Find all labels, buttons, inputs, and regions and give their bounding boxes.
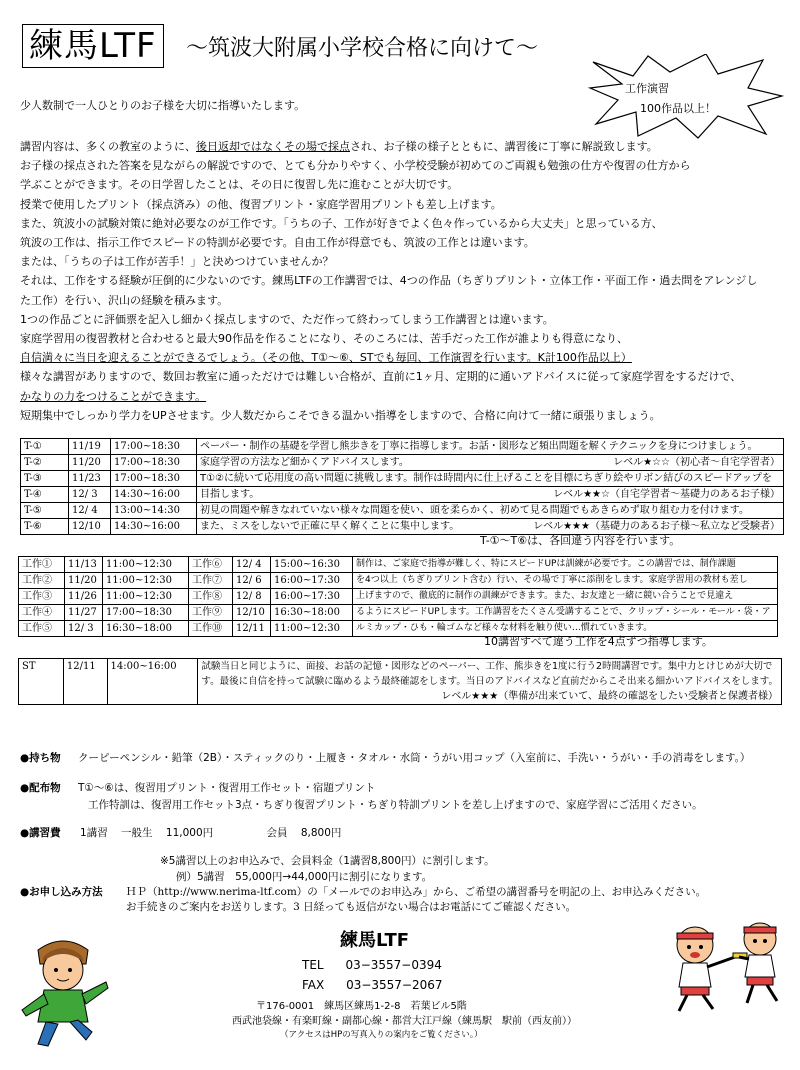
body-underlined: 後日返却ではなくその場で採点: [196, 140, 350, 153]
fax-row: [302, 978, 443, 992]
course-desc: [197, 455, 784, 471]
body-line: た工作）を行い、沢山の経験を積みます。: [20, 293, 229, 307]
course-desc: T①②に続いて応用度の高い問題に挑戦します。制作は時間内に仕上げることを目標にちぎり絵やリボン結びのスピードアップを: [197, 471, 784, 487]
fee-general-label: 一般生: [121, 827, 153, 839]
course-level: レベル★★☆（自宅学習者〜基礎力のあるお子様）: [553, 489, 780, 500]
course-code: 工作②: [19, 573, 65, 589]
table-row: [19, 589, 778, 605]
course-code: 工作⑦: [189, 573, 233, 589]
course-desc-text: 家庭学習の方法など細かくアドバイスします。: [200, 457, 409, 468]
course-desc: を4つ以上（ちぎりプリント含む）行い、その場で丁寧に添削をします。家庭学習用の教材も差し: [353, 573, 778, 589]
relay-runners-illustration: [655, 915, 790, 1015]
table-row: [21, 455, 784, 471]
address: 〒176-0001 練馬区練馬1-2-8 若葉ビル5階: [256, 1001, 467, 1012]
dist-label: ●配布物: [20, 782, 61, 794]
course-date: 12/ 3: [69, 487, 111, 503]
fax-label: FAX: [302, 978, 325, 992]
body-line: 自信満々に当日を迎えることができるでしょう。（その他、T①〜⑥、STでも毎回、工作演習を行います。K計100作品以上）: [20, 351, 632, 365]
burst-line2: 100作品以上！: [640, 102, 716, 115]
course-time: 16:00~17:30: [271, 589, 353, 605]
course-code: 工作⑨: [189, 605, 233, 621]
bring-items: [20, 750, 750, 767]
fee-unit: 1講習: [80, 827, 108, 839]
burst-line1: 工作演習: [625, 82, 669, 95]
course-code: ST: [19, 659, 64, 705]
course-code: 工作③: [19, 589, 65, 605]
access: 西武池袋線・有楽町線・副都心線・都営大江戸線（練馬駅 駅前（西友前））: [232, 1016, 577, 1027]
apply-text2: お手続きのご案内をお送りします。3 日経っても返信がない場合はお電話にてご確認ください。: [126, 901, 577, 913]
body-line: 授業で使用したプリント（採点済み）の他、復習プリント・家庭学習用プリントも差し上げます。: [20, 197, 502, 211]
course-code: 工作⑤: [19, 621, 65, 637]
course-time: 13:00~14:30: [111, 503, 197, 519]
course-code: T-①: [21, 439, 69, 455]
course-time: 15:00~16:30: [271, 557, 353, 573]
body-text: され、お子様の様子とともに、講習後に丁寧に解説致します。: [350, 140, 658, 153]
course-date: 12/ 4: [233, 557, 271, 573]
st-schedule-table: [18, 658, 782, 705]
t-schedule-table: [20, 438, 784, 535]
course-time: 14:00~16:00: [107, 659, 198, 705]
course-time: 11:00~12:30: [103, 557, 189, 573]
course-date: 12/10: [233, 605, 271, 621]
course-level: レベル★★★（基礎力のあるお子様〜私立など受験者）: [533, 521, 780, 532]
table-row: [21, 487, 784, 503]
course-desc: す。最後に自信を持って試験に臨めるよう最終確認をします。当日のアドバイスなど直前だからこそ出来る細かいアドバイスをします。: [198, 674, 782, 689]
course-desc: 上げますので、徹底的に制作の訓練ができます。また、お友達と一緒に競い合うことで見違え: [353, 589, 778, 605]
course-desc: 初見の問題や解きなれていない様々な問題を使い、頭を柔らかく、初めて見る問題でもあきらめず取り組む力を付けます。: [197, 503, 784, 519]
course-date: 12/ 4: [69, 503, 111, 519]
table-row: [19, 573, 778, 589]
apply-label: ●お申し込み方法: [20, 886, 103, 898]
course-code: T-③: [21, 471, 69, 487]
course-code: T-②: [21, 455, 69, 471]
course-time: 11:00~12:30: [103, 589, 189, 605]
intro-text: 少人数制で一人ひとりのお子様を大切に指導いたします。: [20, 99, 306, 112]
course-date: 11/27: [65, 605, 103, 621]
body-line: 筑波の工作は、指示工作でスピードの特訓が必要です。自由工作が得意でも、筑波の工作とは違います。: [20, 236, 535, 250]
bring-text: クーピーペンシル・鉛筆（2B）・スティックのり・上履き・タオル・水筒・うがい用コップ（入室前に、手洗い・うがい・手の消毒をします。）: [78, 752, 751, 764]
course-code: T-⑥: [21, 519, 69, 535]
course-date: 11/20: [69, 455, 111, 471]
tel-number: 03−3557−0394: [345, 958, 442, 972]
fee-general: 11,000円: [165, 827, 214, 839]
fee: [20, 825, 341, 842]
course-date: 11/23: [69, 471, 111, 487]
course-desc: 試験当日と同じように、面接、お話の記憶・図形などのペーパー、工作、熊歩きを1度に行う2時間講習です。集中力とけじめが大切で: [198, 659, 782, 675]
course-date: 12/11: [233, 621, 271, 637]
dist-text1: T①〜⑥は、復習用プリント・復習用工作セット・宿題プリント: [78, 782, 376, 794]
body-line: 様々な講習がありますので、数回お教室に通っただけでは難しい合格が、直前に1ヶ月、定期的に通いアドバイスに従って家庭学習をするだけで、: [20, 370, 742, 384]
course-date: 11/19: [69, 439, 111, 455]
discount2: 例）5講習 55,000円→44,000円に割引になります。: [176, 871, 433, 883]
course-desc-text: また、ミスをしないで正確に早く解くことに集中します。: [200, 521, 460, 532]
distribution: [20, 780, 375, 797]
course-time: 16:00~17:30: [271, 573, 353, 589]
body-line: 学ぶことができます。その日学習したことは、その日に復習し先に進むことが大切です。: [20, 178, 459, 192]
kosaku-table-note: 10講習すべて違う工作を4点ずつ指導します。: [484, 635, 713, 648]
course-desc-text: 目指します。: [200, 489, 260, 500]
fee-label: ●講習費: [20, 827, 61, 839]
course-time: 17:00~18:30: [111, 471, 197, 487]
fax-number: 03−3557−2067: [346, 978, 443, 992]
table-row: [21, 439, 784, 455]
course-date: 12/11: [63, 659, 107, 705]
body-line: [20, 137, 785, 156]
course-desc: ルミカップ・ひも・輪ゴムなど様々な材料を触り使い…慣れていきます。: [353, 621, 778, 637]
dist-text2: 工作特訓は、復習用工作セット3点・ちぎり復習プリント・ちぎり特訓プリントを差し上げますので、家庭学習にご活用ください。: [88, 799, 703, 811]
course-time: 17:00~18:30: [111, 455, 197, 471]
fee-member: 8,800円: [300, 827, 342, 839]
course-date: 11/13: [65, 557, 103, 573]
course-code: T-④: [21, 487, 69, 503]
body-text: 講習内容は、多くの教室のように、: [20, 140, 196, 153]
body-line: 短期集中でしっかり学力をUPさせます。少人数だからこそできる温かい指導をしますので、合格に向けて一緒に頑張りましょう。: [20, 408, 661, 422]
course-desc: 制作は、ご家庭で指導が難しく、特にスピードUPは訓練が必要です。この講習では、制作課題: [353, 557, 778, 573]
table-row: [21, 471, 784, 487]
course-desc: ペーパー・制作の基礎を学習し熊歩きを丁寧に指導します。お話・図形など頻出問題を解くテクニックを身につけましょう。: [197, 439, 784, 455]
table-row: [19, 605, 778, 621]
course-code: 工作①: [19, 557, 65, 573]
course-desc: [197, 487, 784, 503]
course-code: 工作④: [19, 605, 65, 621]
course-code: 工作⑩: [189, 621, 233, 637]
bring-label: ●持ち物: [20, 752, 61, 764]
body-line: また、筑波小の試験対策に絶対必要なのが工作です。「うちの子、工作が好きでよく色々作っているから大丈夫」と思っている方、: [20, 216, 663, 230]
course-date: 12/ 8: [233, 589, 271, 605]
course-level: レベル★★★（準備が出来ていて、最終の確認をしたい受験者と保護者様）: [198, 689, 782, 705]
page-title: 練馬LTF: [22, 24, 164, 68]
body-line: 1つの作品ごとに評価票を記入し細かく採点しますので、ただ作って終わってしまう工作講習とは違います。: [20, 312, 554, 326]
discount1: ※5講習以上のお申込みで、会員料金（1講習8,800円）に割引します。: [160, 855, 495, 867]
course-code: 工作⑥: [189, 557, 233, 573]
course-time: 17:00~18:30: [103, 605, 189, 621]
body-line: または、「うちの子は工作が苦手！」と決めつけていませんか？: [20, 255, 334, 269]
tel-row: [302, 958, 442, 972]
t-table-note: T-①〜T⑥は、各回違う内容を行います。: [480, 534, 681, 547]
course-time: 16:30~18:00: [103, 621, 189, 637]
course-time: 14:30~16:00: [111, 519, 197, 535]
fee-member-label: 会員: [266, 827, 288, 839]
footer-name: 練馬LTF: [340, 930, 410, 951]
course-time: 11:00~12:30: [271, 621, 353, 637]
running-boy-illustration: [8, 932, 118, 1052]
body-line: かなりの力をつけることができます。: [20, 389, 207, 403]
table-row: [19, 557, 778, 573]
body-line: お子様の採点された答案を見ながらの解説ですので、とても分かりやすく、小学校受験が初めてのご両親も勉強の仕方や復習の仕方から: [20, 159, 691, 173]
access-note: （アクセスはHPの写真入りの案内をご覧ください。）: [280, 1030, 483, 1040]
page-subtitle: 〜筑波大附属小学校合格に向けて〜: [186, 36, 539, 61]
course-date: 12/10: [69, 519, 111, 535]
course-date: 12/ 3: [65, 621, 103, 637]
course-time: 11:00~12:30: [103, 573, 189, 589]
course-date: 11/20: [65, 573, 103, 589]
course-date: 12/ 6: [233, 573, 271, 589]
body-line: 家庭学習用の復習教材と合わせると最大90作品を作ることになり、そのころには、苦手だった工作が誰よりも得意になり、: [20, 332, 628, 346]
body-line: それは、工作をする経験が圧倒的に少ないのです。練馬LTFの工作講習では、4つの作品（ちぎりプリント・立体工作・平面工作・過去問をアレンジし: [20, 274, 758, 288]
starburst-badge: [588, 54, 784, 140]
table-row: [21, 503, 784, 519]
table-row: [19, 659, 782, 675]
course-date: 11/26: [65, 589, 103, 605]
course-code: T-⑤: [21, 503, 69, 519]
course-desc: るようにスピードUPします。工作講習をたくさん受講することで、クリップ・シール・モール・袋・ア: [353, 605, 778, 621]
course-time: 17:00~18:30: [111, 439, 197, 455]
body-paragraph: [20, 137, 785, 425]
kosaku-schedule-table: [18, 556, 778, 637]
course-time: 16:30~18:00: [271, 605, 353, 621]
course-code: 工作⑧: [189, 589, 233, 605]
tel-label: TEL: [302, 958, 324, 972]
course-time: 14:30~16:00: [111, 487, 197, 503]
course-level: レベル★☆☆（初心者〜自宅学習者）: [613, 457, 780, 468]
apply-text1: ＨＰ（http://www.nerima-ltf.com）の「メールでのお申込み」から、ご希望の講習番号を明記の上、お申込みください。: [126, 886, 707, 898]
